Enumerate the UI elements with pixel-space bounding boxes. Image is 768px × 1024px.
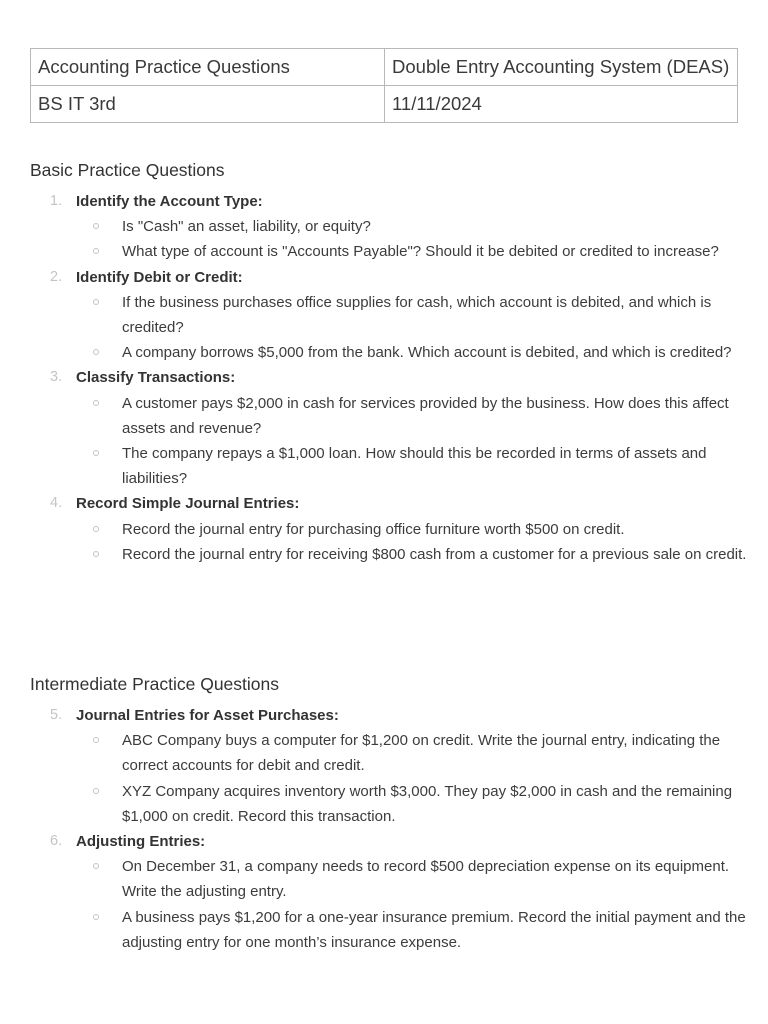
question-title: Identify the Account Type: <box>76 193 263 210</box>
circle-bullet-icon <box>93 400 99 406</box>
sub-question-text: A company borrows $5,000 from the bank. Which account is debited, and which is credited? <box>122 344 732 362</box>
sub-question-text: The company repays a $1,000 loan. How should this be recorded in terms of assets and liabilities? <box>122 445 707 488</box>
sub-question-item <box>76 340 750 365</box>
question-title: Classify Transactions: <box>76 369 236 387</box>
circle-bullet-icon <box>93 737 99 743</box>
question-title: Journal Entries for Asset Purchases: <box>76 707 339 724</box>
sub-question-item <box>76 905 750 955</box>
sub-question-item <box>76 239 750 264</box>
sub-question-text: XYZ Company acquires inventory worth $3,000. They pay $2,000 in cash and the remaining $1,000 on credit. Record this transaction. <box>122 782 733 825</box>
sub-question-text: Record the journal entry for purchasing office furniture worth $500 on credit. <box>122 520 625 538</box>
header-cell-system: Double Entry Accounting System (DEAS) <box>385 49 738 86</box>
question-number: 6. <box>50 833 63 850</box>
question-item <box>30 703 750 829</box>
sub-question-item <box>76 854 750 904</box>
question-list-intermediate <box>30 703 750 955</box>
sub-question-item <box>76 391 750 441</box>
question-item <box>30 189 750 265</box>
header-row <box>31 49 738 86</box>
question-number: 4. <box>50 495 63 512</box>
header-cell-date: 11/11/2024 <box>385 86 738 123</box>
sub-question-text: If the business purchases office supplies for cash, which account is debited, and which is credited? <box>122 293 712 337</box>
circle-bullet-icon <box>93 299 99 305</box>
sub-question-text: On December 31, a company needs to record $500 depreciation expense on its equipment. Write the adjusting entry. <box>122 858 730 901</box>
sub-question-text: A customer pays $2,000 in cash for services provided by the business. How does this affect assets and revenue? <box>122 394 729 437</box>
question-number: 3. <box>50 369 63 386</box>
sub-question-item <box>76 728 750 778</box>
circle-bullet-icon <box>93 450 99 456</box>
question-list-basic <box>30 189 750 567</box>
question-item <box>30 265 750 366</box>
sub-question-item <box>76 290 750 340</box>
circle-bullet-icon <box>93 223 99 229</box>
sub-question-text: A business pays $1,200 for a one-year insurance premium. Record the initial payment and the adjusting entry for one month’s insurance expense. <box>122 908 746 951</box>
sub-question-list <box>76 517 750 567</box>
question-item <box>30 829 750 955</box>
sub-question-item <box>76 517 750 542</box>
section-heading-basic: Basic Practice Questions <box>30 160 225 180</box>
sub-question-text: What type of account is "Accounts Payable"? Should it be debited or credited to increase? <box>122 243 719 261</box>
header-table <box>30 48 738 123</box>
sub-question-item <box>76 542 750 567</box>
circle-bullet-icon <box>93 788 99 794</box>
sub-question-list <box>76 290 750 366</box>
circle-bullet-icon <box>93 914 99 920</box>
question-title: Identify Debit or Credit: <box>76 268 243 286</box>
circle-bullet-icon <box>93 248 99 254</box>
sub-question-item <box>76 214 750 239</box>
section-heading-intermediate: Intermediate Practice Questions <box>30 674 280 694</box>
sub-question-list <box>76 728 750 829</box>
question-number: 2. <box>50 268 63 285</box>
circle-bullet-icon <box>93 551 99 557</box>
sub-question-item <box>76 441 750 491</box>
question-number: 5. <box>50 707 63 723</box>
sub-question-list <box>76 214 750 264</box>
header-cell-class: BS IT 3rd <box>31 86 385 123</box>
sub-question-item <box>76 779 750 829</box>
question-item <box>30 491 750 567</box>
sub-question-text: Is "Cash" an asset, liability, or equity? <box>122 218 371 236</box>
header-cell-title: Accounting Practice Questions <box>31 49 385 86</box>
question-title: Adjusting Entries: <box>76 833 206 851</box>
header-row <box>31 86 738 123</box>
sub-question-text: ABC Company buys a computer for $1,200 on credit. Write the journal entry, indicating the correct accounts for debit and credit. <box>122 732 721 775</box>
sub-question-list <box>76 391 750 492</box>
question-number: 1. <box>50 193 63 209</box>
question-item <box>30 365 750 491</box>
sub-question-list <box>76 854 750 955</box>
circle-bullet-icon <box>93 526 99 532</box>
sub-question-text: Record the journal entry for receiving $800 cash from a customer for a previous sale on credit. <box>122 545 747 563</box>
circle-bullet-icon <box>93 349 99 355</box>
circle-bullet-icon <box>93 863 99 869</box>
question-title: Record Simple Journal Entries: <box>76 495 300 513</box>
